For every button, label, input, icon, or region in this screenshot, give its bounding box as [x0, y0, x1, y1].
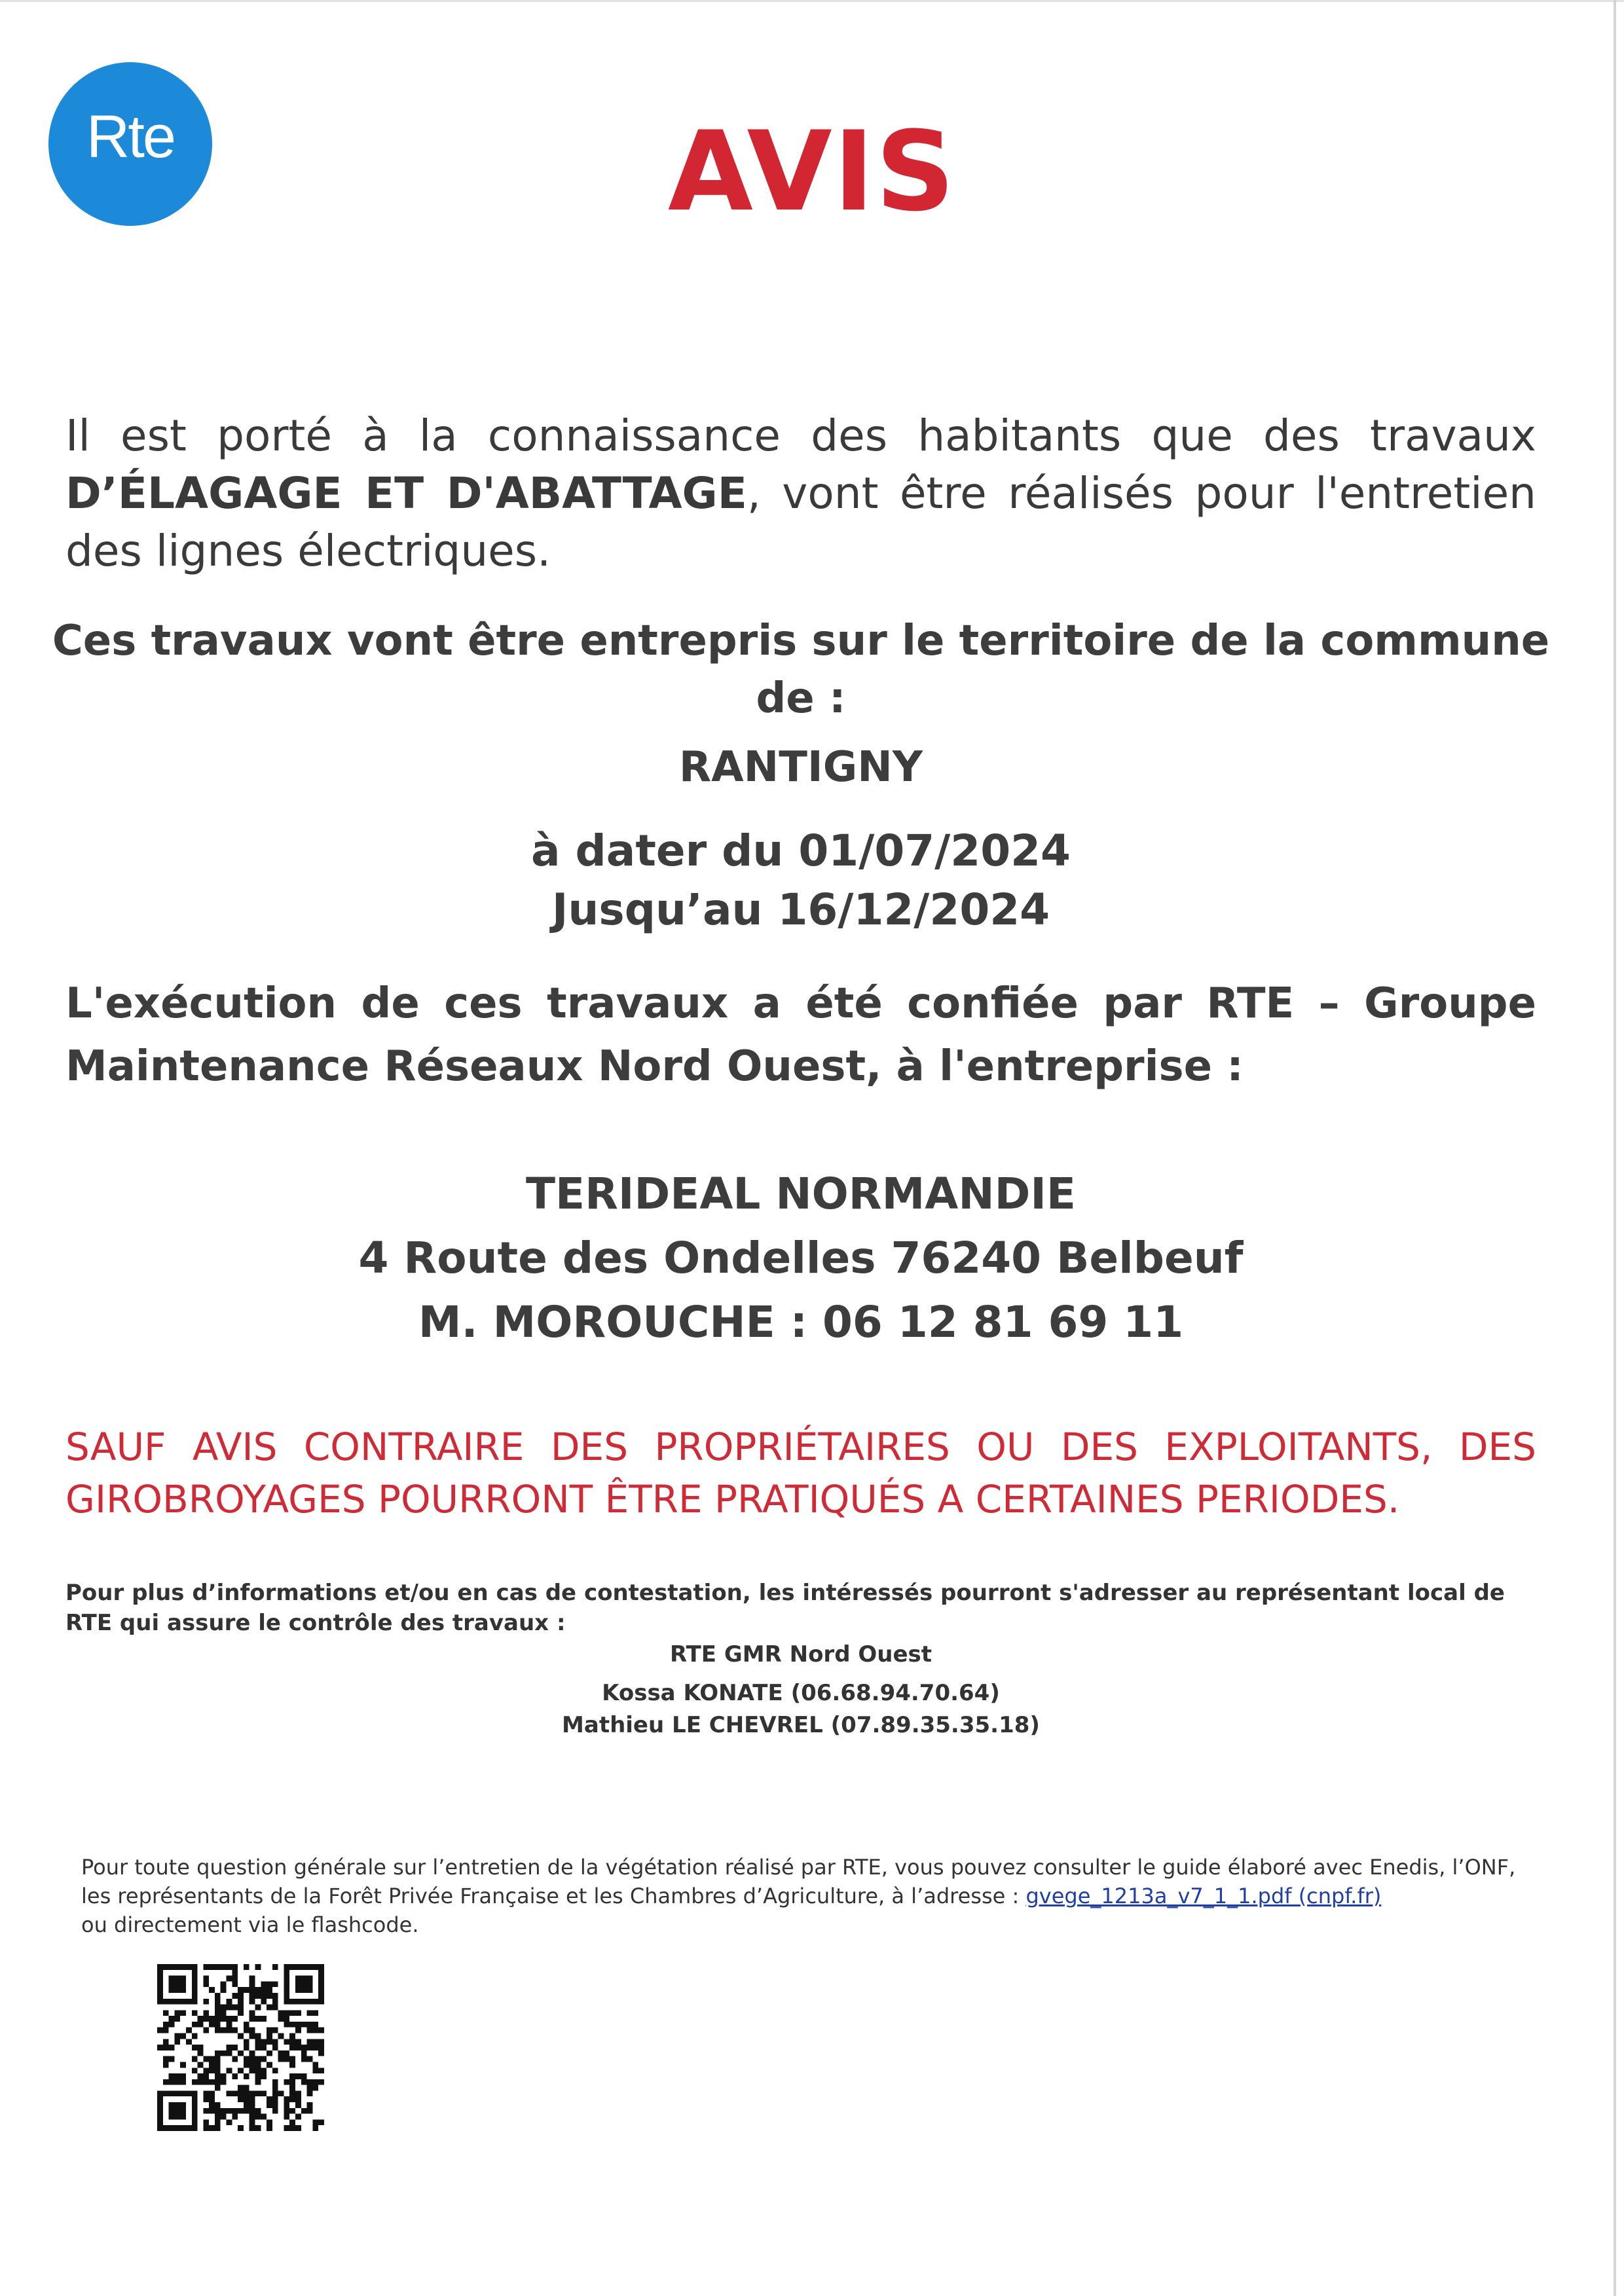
- execution-paragraph: L'exécution de ces travaux a été confiée par RTE – Groupe Maintenance Réseaux Nord Ouest, à l'entreprise :: [65, 979, 1536, 1091]
- end-date: Jusqu’au 16/12/2024: [551, 884, 1050, 935]
- notice-title: AVIS: [667, 107, 957, 236]
- intro-paragraph: [65, 407, 1536, 580]
- territory-line-1: Ces travaux vont être entrepris sur le territoire de la commune: [52, 617, 1550, 665]
- contact-org: RTE GMR Nord Ouest: [669, 1641, 932, 1667]
- contacts-block: [0, 1635, 1602, 1741]
- company-address: 4 Route des Ondelles 76240 Belbeuf: [358, 1233, 1244, 1283]
- company-block: [0, 1162, 1602, 1355]
- footer-line-3: ou directement via le flashcode.: [81, 1912, 419, 1937]
- dates-block: [0, 822, 1602, 939]
- logo-text: Rte: [86, 103, 175, 170]
- info-paragraph: Pour plus d’informations et/ou en cas de contestation, les intéressés pourront s'adresser au représentant local de RTE qui assure le contrôle des travaux :: [65, 1580, 1505, 1636]
- intro-bold-works: D’ÉLAGAGE ET D'ABATTAGE: [65, 468, 747, 519]
- footer-line-2-text: les représentants de la Forêt Privée Française et les Chambres d’Agriculture, à l’adresse :: [81, 1884, 1026, 1908]
- company-name: TERIDEAL NORMANDIE: [525, 1169, 1077, 1219]
- territory-line-2: de :: [756, 674, 846, 723]
- page-right-border: [1614, 0, 1616, 2296]
- city-name: RANTIGNY: [678, 743, 923, 792]
- guide-link[interactable]: gvege_1213a_v7_1_1.pdf (cnpf.fr): [1025, 1884, 1382, 1908]
- contact-person-1: Kossa KONATE (06.68.94.70.64): [602, 1680, 1000, 1706]
- footer-line-2: [81, 1882, 1535, 1910]
- footer-paragraph: [81, 1853, 1535, 1939]
- contact-person-2: Mathieu LE CHEVREL (07.89.35.35.18): [562, 1712, 1040, 1738]
- intro-prefix: Il est porté à la connaissance des habitants que des travaux: [65, 410, 1536, 461]
- start-date: à dater du 01/07/2024: [531, 826, 1071, 876]
- territory-paragraph: [0, 612, 1602, 727]
- warning-paragraph: SAUF AVIS CONTRAIRE DES PROPRIÉTAIRES OU DES EXPLOITANTS, DES GIROBROYAGES POURRONT ÊTRE PRATIQUÉS A CERTAINES PERIODES.: [65, 1425, 1536, 1522]
- company-contact: M. MOROUCHE : 06 12 81 69 11: [418, 1297, 1184, 1347]
- qr-code-icon[interactable]: [157, 1964, 324, 2131]
- footer-line-1: Pour toute question générale sur l’entretien de la végétation réalisé par RTE, vous pouvez consulter le guide élaboré avec Enedis, l’ONF,: [81, 1855, 1516, 1880]
- page-top-border: [0, 0, 1624, 2]
- intro-suffix: , vont être réalisés pour l'entretien des lignes électriques.: [65, 468, 1537, 576]
